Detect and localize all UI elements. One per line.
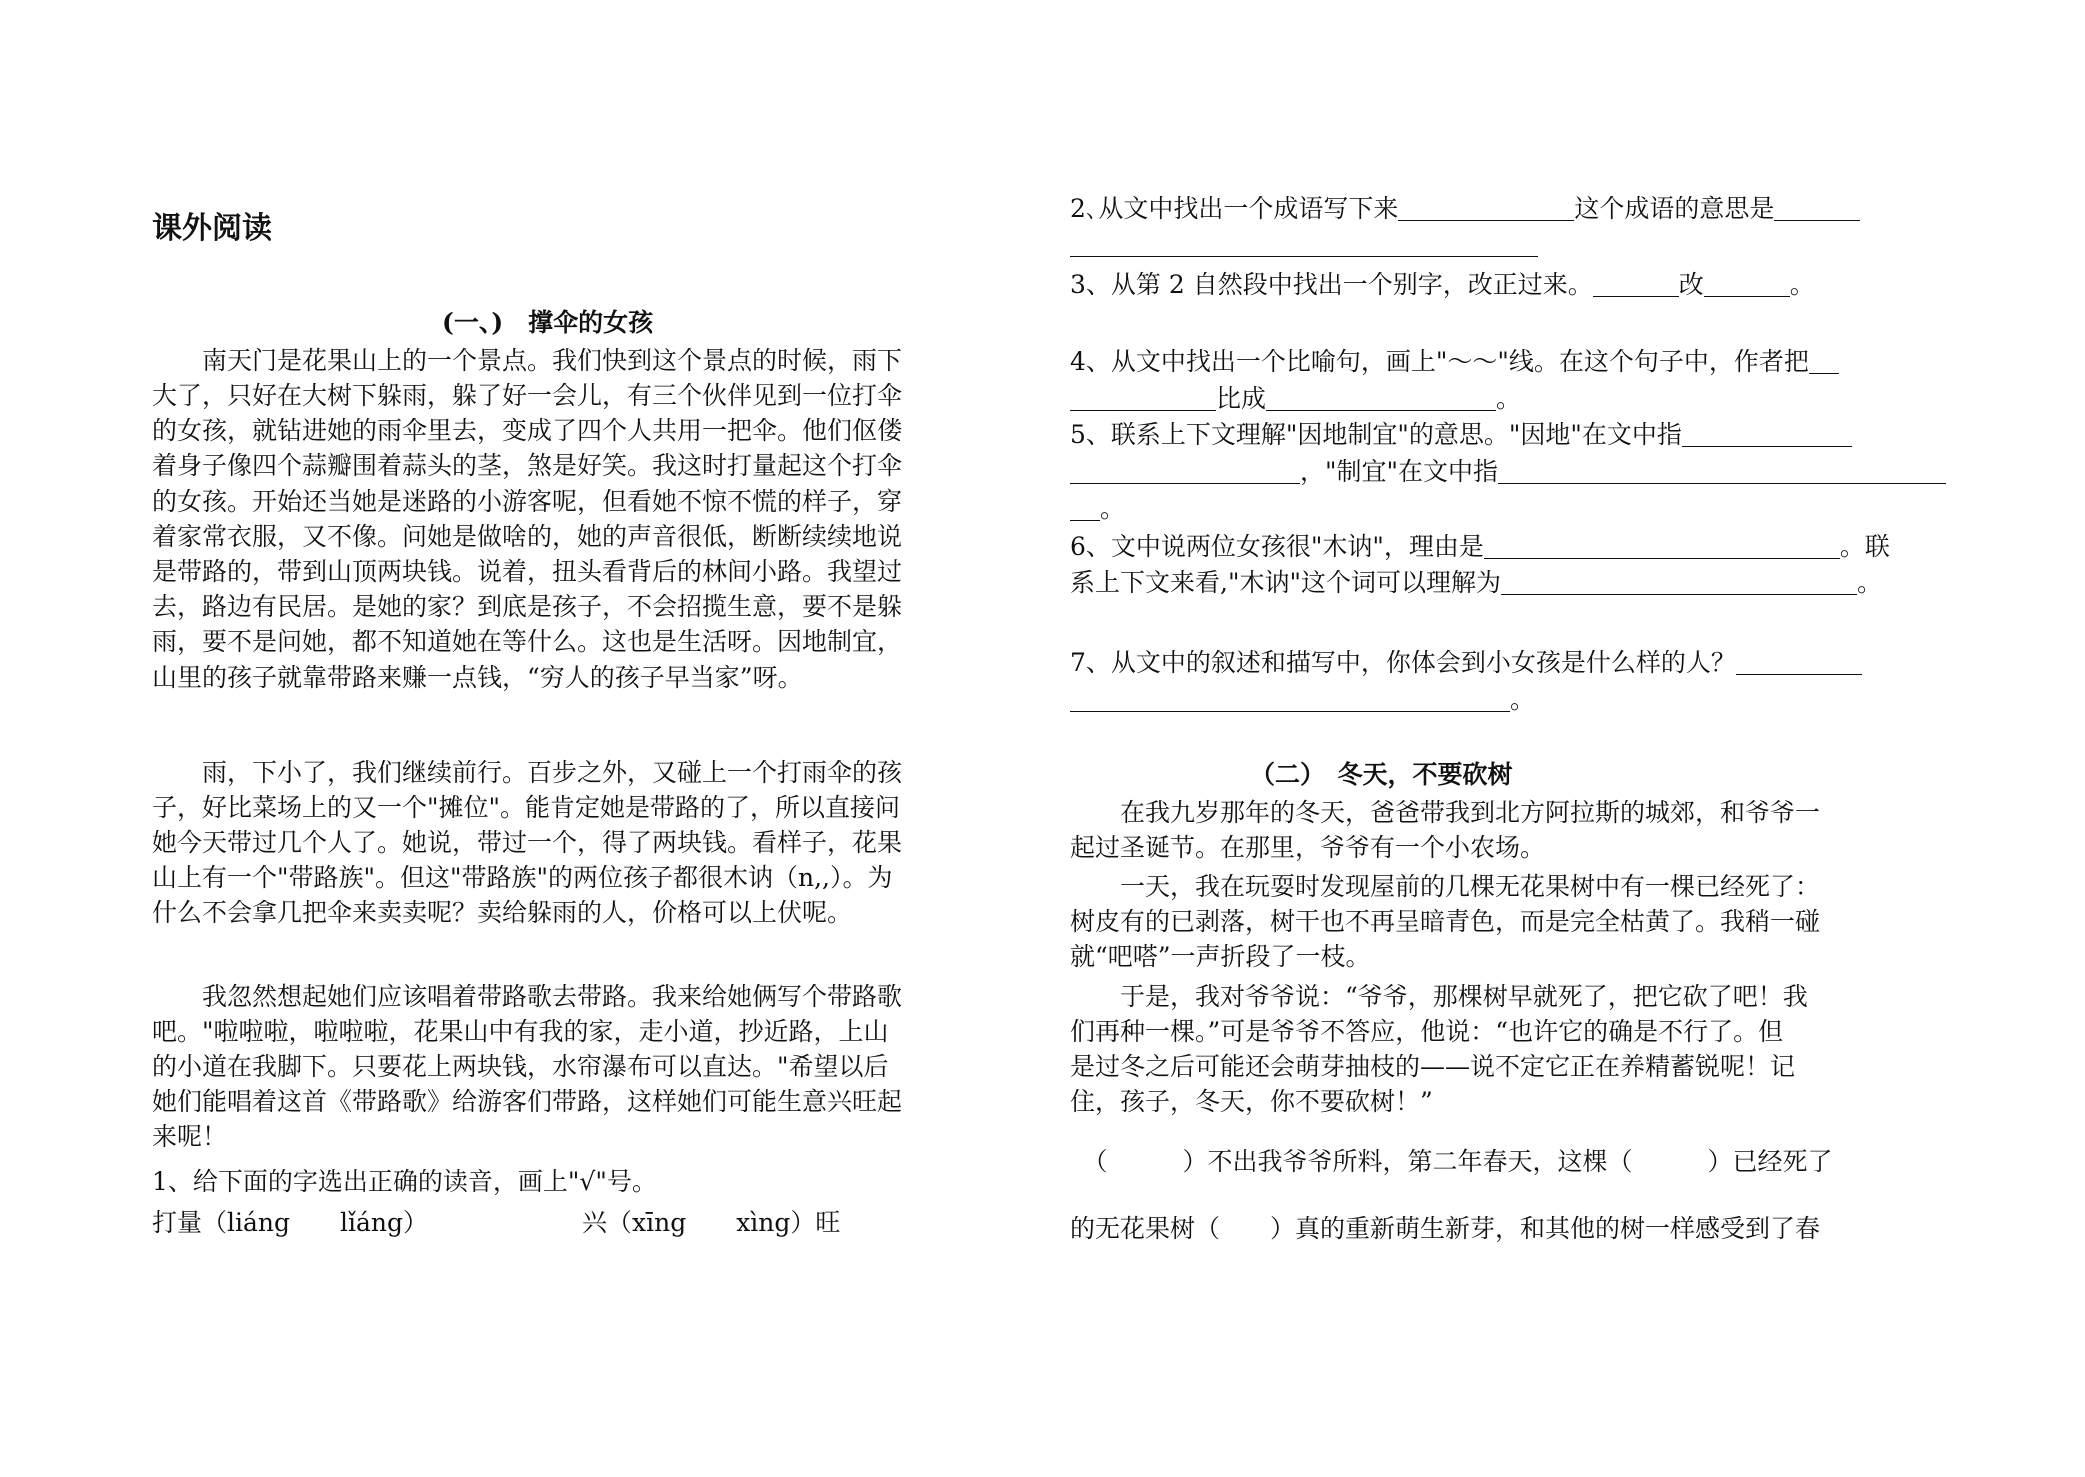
q1-pinyin-b: 兴（xīng xìng）旺 (582, 1208, 841, 1237)
passage2-line: 在我九岁那年的冬天，爸爸带我到北方阿拉斯的城郊，和爷爷一 (1070, 798, 1821, 827)
question-5: 5、联系上下文理解"因地制宜"的意思。"因地"在文中指 (1070, 418, 1852, 452)
passage2-line: 树皮有的已剥落，树干也不再呈暗青色，而是完全枯黄了。我稍一碰 (1070, 907, 1821, 936)
question-5-cont: 。 (1070, 492, 1125, 526)
passage2-fill-line: 的无花果树（ ）真的重新萌生新芽，和其他的树一样感受到了春 (1070, 1214, 1821, 1243)
question-6: 6、文中说两位女孩很"木讷"，理由是 。联 (1070, 532, 1890, 561)
answer-blank[interactable] (1070, 459, 1300, 484)
passage1-line: 她今天带过几个人了。她说，带过一个，得了两块钱。看样子，花果 (152, 828, 903, 857)
question-6-cont: 系上下文来看,"木讷"这个词可以理解为 。 (1070, 568, 1882, 597)
answer-blank[interactable] (1593, 272, 1679, 297)
passage1-line: 的小道在我脚下。只要花上两块钱，水帘瀑布可以直达。"希望以后 (152, 1052, 889, 1081)
question-4: 4、从文中找出一个比喻句，画上"～～"线。在这个句子中，作者把 (1070, 345, 1839, 379)
q1-pinyin-a: 打量（liáng lǐáng） (152, 1208, 429, 1237)
passage2-line: 就“吧嗒”一声折段了一枝。 (1070, 942, 1371, 971)
answer-blank[interactable] (1809, 349, 1839, 374)
passage2-fill-line: （ ）不出我爷爷所料，第二年春天，这棵（ ）已经死了 (1070, 1147, 1833, 1176)
passage1-line: 吧。"啦啦啦，啦啦啦，花果山中有我的家，走小道，抄近路，上山 (152, 1017, 889, 1046)
passage1-line: 大了，只好在大树下躲雨，躲了好一会儿，有三个伙伴见到一位打伞 (152, 381, 903, 410)
passage1-title: (一、) 撑伞的女孩 (442, 308, 654, 337)
answer-blank[interactable] (1070, 687, 1510, 712)
question-3: 3、从第 2 自然段中找出一个别字，改正过来。 改 。 (1070, 270, 1815, 299)
passage2-line: 起过圣诞节。在那里，爷爷有一个小农场。 (1070, 833, 1546, 862)
passage1-line: 去，路边有民居。是她的家？到底是孩子，不会招揽生意，要不是躲 (152, 592, 903, 621)
passage2-line: 是过冬之后可能还会萌芽抽枝的——说不定它正在养精蓄锐呢！记 (1070, 1052, 1796, 1081)
passage1-line: 南天门是花果山上的一个景点。我们快到这个景点的时候，雨下 (152, 346, 903, 375)
passage1-line: 着身子像四个蒜瓣围着蒜头的茎，煞是好笑。我这时打量起这个打伞 (152, 451, 903, 480)
passage1-line: 山上有一个"带路族"。但这"带路族"的两位孩子都很木讷（n,,）。为 (152, 863, 893, 892)
passage1-line: 雨，要不是问她，都不知道她在等什么。这也是生活呀。因地制宜， (152, 627, 903, 656)
passage1-line: 雨，下小了，我们继续前行。百步之外，又碰上一个打雨伞的孩 (152, 758, 903, 787)
passage1-line: 的女孩。开始还当她是迷路的小游客呢，但看她不惊不慌的样子，穿 (152, 487, 903, 516)
passage1-line: 着家常衣服，又不像。问她是做啥的，她的声音很低，断断续续地说 (152, 522, 903, 551)
passage1-line: 是带路的，带到山顶两块钱。说着，扭头看背后的林间小路。我望过 (152, 557, 903, 586)
answer-blank[interactable] (1070, 386, 1216, 411)
passage1-line: 的女孩，就钻进她的雨伞里去，变成了四个人共用一把伞。他们伛偻 (152, 416, 903, 445)
passage1-line: 子，好比菜场上的又一个"摊位"。能肯定她是带路的了，所以直接问 (152, 793, 901, 822)
passage2-line: 于是，我对爷爷说：“爷爷，那棵树早就死了，把它砍了吧！我 (1070, 982, 1808, 1011)
answer-blank[interactable] (1070, 496, 1100, 521)
passage1-line: 她们能唱着这首《带路歌》给游客们带路，这样她们可能生意兴旺起 (152, 1087, 903, 1116)
answer-blank[interactable] (1774, 196, 1860, 221)
passage1-line: 山里的孩子就靠带路来赚一点钱，“穷人的孩子早当家”呀。 (152, 663, 803, 692)
answer-blank[interactable] (1704, 272, 1790, 297)
question-5-cont: ，"制宜"在文中指 (1070, 455, 1946, 489)
answer-blank[interactable] (1682, 422, 1852, 447)
answer-blank[interactable] (1070, 232, 1538, 257)
answer-blank[interactable] (1398, 196, 1574, 221)
page-title: 课外阅读 (152, 211, 272, 246)
question-4-cont: 比成 。 (1070, 382, 1521, 416)
question-7-cont: 。 (1070, 683, 1535, 717)
answer-blank[interactable] (1484, 534, 1840, 559)
answer-blank[interactable] (1736, 650, 1862, 675)
passage2-line: 住，孩子，冬天，你不要砍树！” (1070, 1087, 1433, 1116)
passage1-line: 我忽然想起她们应该唱着带路歌去带路。我来给她俩写个带路歌 (152, 982, 903, 1011)
answer-blank[interactable] (1501, 570, 1857, 595)
answer-blank[interactable] (1498, 459, 1946, 484)
question-7: 7、从文中的叙述和描写中，你体会到小女孩是什么样的人？ (1070, 646, 1862, 680)
question-2: 2､从文中找出一个成语写下来 这个成语的意思是 (1070, 192, 1860, 226)
passage1-line: 来呢！ (152, 1122, 228, 1151)
question-2-cont (1070, 228, 1538, 262)
passage2-line: 一天，我在玩耍时发现屋前的几棵无花果树中有一棵已经死了： (1070, 872, 1821, 901)
passage2-line: 们再种一棵。”可是爷爷不答应，他说：“也许它的确是不行了。但 (1070, 1017, 1784, 1046)
question-1: 1、给下面的字选出正确的读音，画上"√"号。 (152, 1167, 657, 1196)
passage2-title: （二） 冬天，不要砍树 (1250, 760, 1513, 789)
passage1-line: 什么不会拿几把伞来卖卖呢？卖给躲雨的人，价格可以上伏呢。 (152, 898, 853, 927)
answer-blank[interactable] (1266, 386, 1496, 411)
